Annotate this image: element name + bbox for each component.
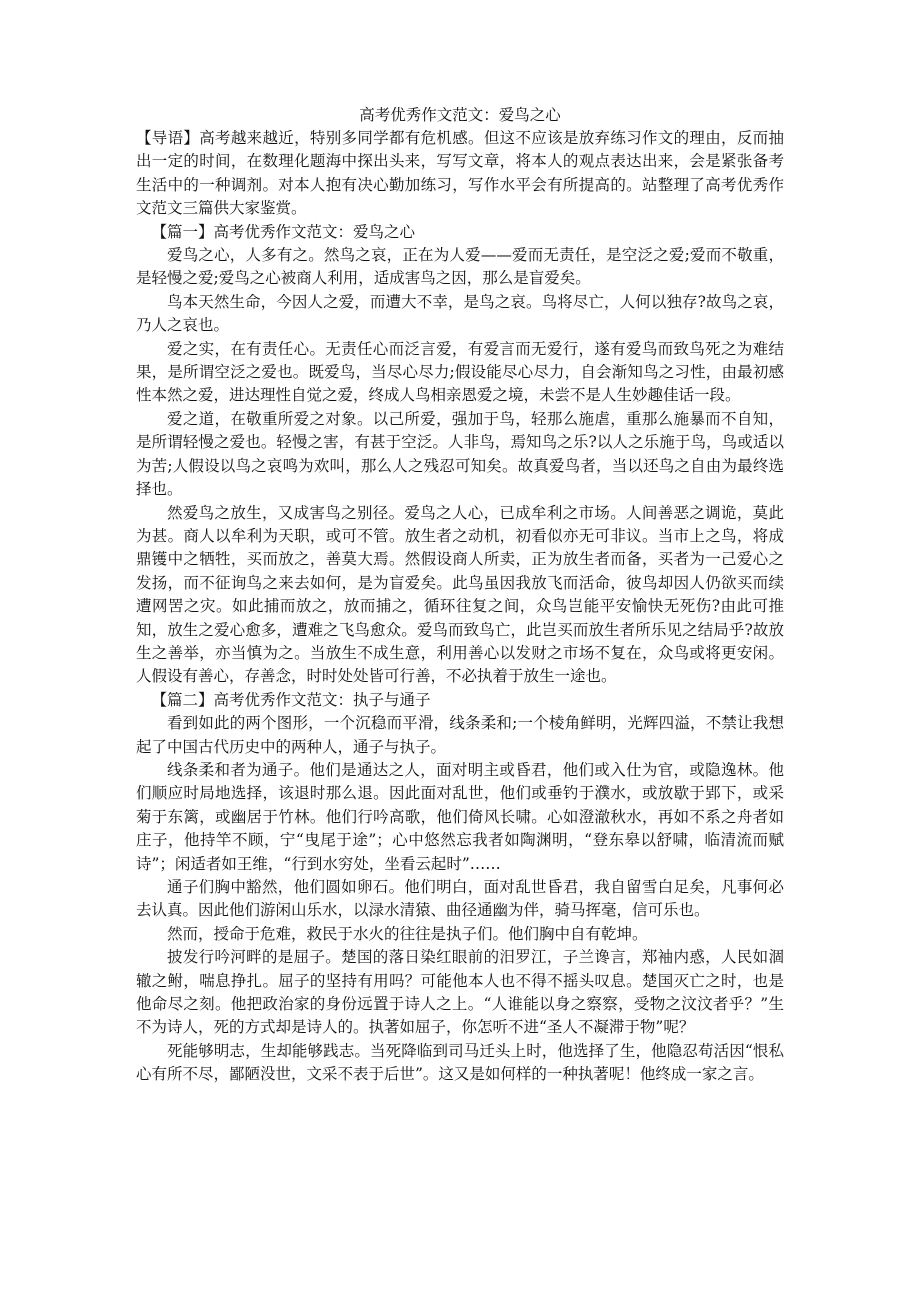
intro-paragraph: 【导语】高考越来越近，特别多同学都有危机感。但这不应该是放弃练习作文的理由，反而抽出一定的时间，在数理化题海中探出头来，写写文章，将本人的观点表达出来，会是紧张备考生活中的一种调剂。对本人抱有决心勤加练习，写作水平会有所提高的。站整理了高考优秀作文范文三篇供大家鉴赏。 bbox=[136, 129, 784, 218]
section-1-paragraph: 鸟本天然生命，今因人之爱，而遭大不幸，是鸟之哀。鸟将尽亡，人何以独存?故鸟之哀，乃人之哀也。 bbox=[136, 292, 784, 335]
section-1-paragraph: 然爱鸟之放生，又成害鸟之别径。爱鸟之人心，已成牟利之市场。人间善恶之调诡，莫此为甚。商人以牟利为天职，或可不管。放生者之动机，初看似亦无可非议。当市上之鸟，将成鼎镬中之牺牲，买而放之，善莫大焉。然假设商人所卖，正为放生者而备，买者为一己爱心之发扬，而不征询鸟之来去如何，是为盲爱矣。此鸟虽因我放飞而活命，彼鸟却因人仍欲买而续遭网罟之灾。如此捕而放之，放而捕之，循环往复之间，众鸟岂能平安愉快无死伤?由此可推知，放生之爱心愈多，遭难之飞鸟愈众。爱鸟而致鸟亡，此岂买而放生者所乐见之结局乎?故放生之善举，亦当慎为之。当放生不成生意，利用善心以发财之市场不复在，众鸟或将更安闲。人假设有善心，存善念，时时处处皆可行善，不必执着于放生一途也。 bbox=[136, 503, 784, 686]
section-2-paragraph: 披发行吟河畔的是屈子。楚国的落日染红眼前的汨罗江，子兰谗言，郑袖内惑，人民如涸辙之鲋，喘息挣扎。屈子的坚持有用吗？可能他本人也不得不摇头叹息。楚国灭亡之时，也是他命尽之刻。他把政治家的身份远置于诗人之上。“人谁能以身之察察，受物之汶汶者乎？”生不为诗人，死的方式却是诗人的。执著如屈子，你怎听不进“圣人不凝滞于物”呢？ bbox=[136, 948, 784, 1037]
document-title: 高考优秀作文范文：爱鸟之心 bbox=[359, 106, 561, 124]
section-2-heading: 【篇二】高考优秀作文范文：执子与通子 bbox=[151, 690, 431, 709]
section-1-paragraph: 爱鸟之心，人多有之。然鸟之哀，正在为人爱——爱而无责任，是空泛之爱;爱而不敬重，是轻慢之爱;爱鸟之心被商人利用，适成害鸟之因，那么是盲爱矣。 bbox=[136, 246, 784, 288]
section-2-paragraph: 通子们胸中豁然，他们圆如卵石。他们明白，面对乱世昏君，我自留雪白足矣，凡事何必去认真。因此他们游闲山乐水，以渌水清猿、曲径通幽为伴，骑马挥毫，信可乐也。 bbox=[136, 878, 784, 920]
section-2-paragraph: 线条柔和者为通子。他们是通达之人，面对明主或昏君，他们或入仕为官，或隐逸林。他们顺应时局地选择，该退时那么退。因此面对乱世，他们或垂钓于濮水，或放歇于郢下，或采菊于东篱，或幽居于竹林。他们行吟高歌，他们倚风长啸。心如澄澈秋水，再如不系之舟者如庄子，他持竿不顾，宁“曳尾于途”；心中悠然忘我者如陶渊明，“登东皋以舒啸，临清流而赋诗”；闲适者如王维，“行到水穷处，坐看云起时”…… bbox=[136, 760, 784, 873]
section-2-paragraph: 死能够明志，生却能够践志。当死降临到司马迁头上时，他选择了生，他隐忍苟活因“恨私心有所不尽，鄙陋没世，文采不表于后世”。这又是如何样的一种执著呢！他终成一家之言。 bbox=[136, 1041, 784, 1084]
document-page bbox=[136, 104, 784, 1087]
section-1-paragraph: 爱之实，在有责任心。无责任心而泛言爱，有爱言而无爱行，遂有爱鸟而致鸟死之为难结果，是所谓空泛之爱也。既爱鸟，当尽心尽力;假设能尽心尽力，自会渐知鸟之习性，由最初感性本然之爱，进达理性自觉之爱，终成人鸟相亲恩爱之境，未尝不是人生妙趣佳话一段。 bbox=[136, 339, 784, 405]
section-2-paragraph: 然而，授命于危难，救民于水火的往往是执子们。他们胸中自有乾坤。 bbox=[167, 924, 648, 943]
section-1-heading: 【篇一】高考优秀作文范文：爱鸟之心 bbox=[151, 222, 416, 241]
section-2-paragraph: 看到如此的两个图形，一个沉稳而平滑，线条柔和;一个棱角鲜明，光辉四溢，不禁让我想起了中国古代历史中的两种人，通子与执子。 bbox=[136, 714, 784, 756]
section-1-paragraph: 爱之道，在敬重所爱之对象。以己所爱，强加于鸟，轻那么施虐，重那么施暴而不自知，是所谓轻慢之爱也。轻慢之害，有甚于空泛。人非鸟，焉知鸟之乐?以人之乐施于鸟，鸟或适以为苦;人假设以鸟之哀鸣为欢叫，那么人之残忍可知矣。故真爱鸟者，当以还鸟之自由为最终选择也。 bbox=[136, 409, 784, 499]
